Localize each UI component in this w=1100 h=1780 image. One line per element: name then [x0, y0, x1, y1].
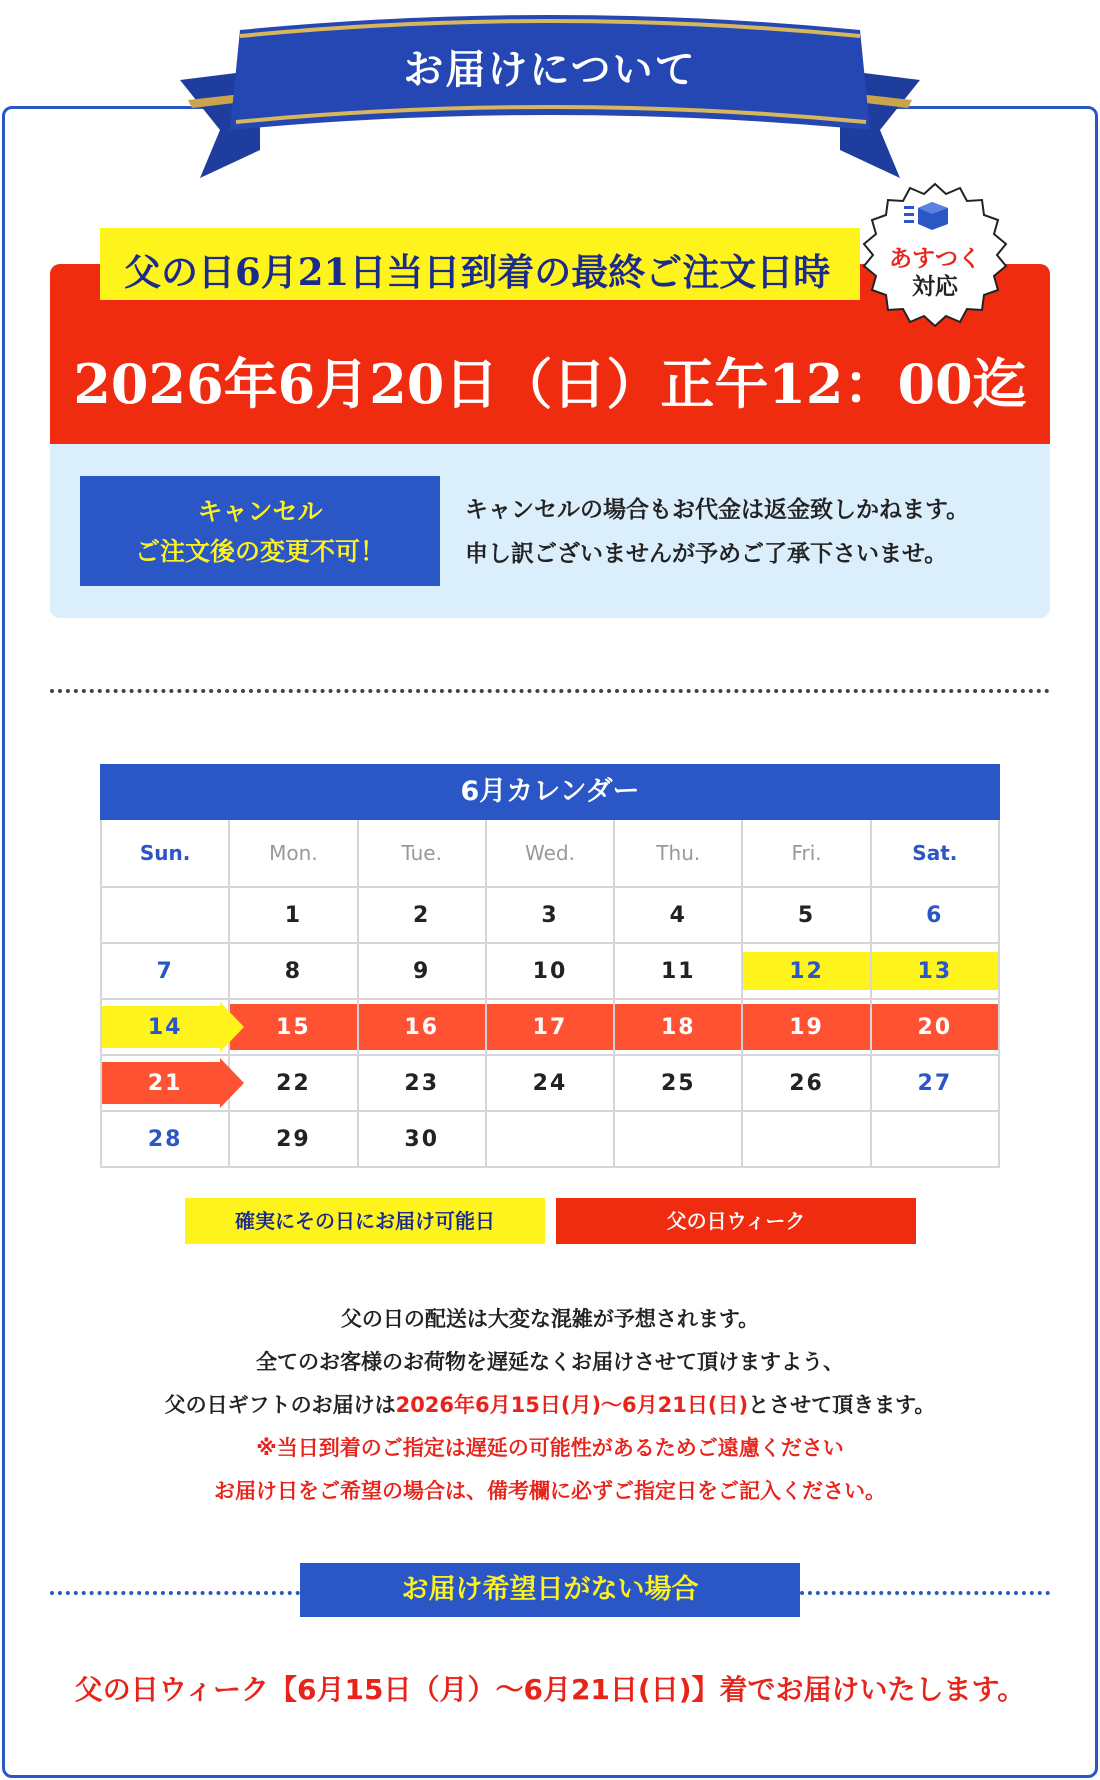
- calendar-day: [872, 1056, 1000, 1110]
- day-number: 24: [532, 1070, 568, 1096]
- day-number: 17: [532, 1014, 568, 1040]
- calendar-week-row: [102, 1112, 1000, 1168]
- day-number: 8: [284, 958, 303, 984]
- calendar-day: [743, 1000, 871, 1054]
- calendar-empty-cell: [872, 1112, 1000, 1166]
- no-date-message: 父の日ウィーク【6月15日（月）～6月21日(日)】着でお届けいたします。: [74, 1673, 1026, 1706]
- weekday-label: Tue.: [359, 820, 487, 886]
- cancel-notice-box: [80, 476, 440, 586]
- day-number: 10: [532, 958, 568, 984]
- day-number: 19: [789, 1014, 824, 1040]
- calendar-day: [872, 888, 1000, 942]
- day-number: 3: [541, 902, 559, 928]
- legend-fathers-day-week: 父の日ウィーク: [556, 1198, 916, 1244]
- cancel-panel: [50, 444, 1050, 618]
- note-line3-pre: 父の日ギフトのお届けは: [164, 1393, 396, 1417]
- day-number: 30: [404, 1126, 440, 1152]
- day-number: 26: [789, 1070, 824, 1096]
- calendar-day: [359, 888, 487, 942]
- weekday-header-row: [102, 820, 1000, 888]
- calendar-day: [487, 888, 615, 942]
- calendar-day: [359, 944, 487, 998]
- note-line5: お届け日をご希望の場合は、備考欄に必ずご指定日をご記入ください。: [214, 1479, 886, 1503]
- day-number: 2: [413, 902, 431, 928]
- calendar-day: [743, 888, 871, 942]
- calendar-grid: [100, 820, 1000, 1168]
- calendar-day: [230, 1056, 358, 1110]
- weekday-label: Wed.: [487, 820, 615, 886]
- calendar-empty-cell: [102, 888, 230, 942]
- day-number: 21: [147, 1070, 183, 1096]
- calendar-week-row: [102, 1056, 1000, 1112]
- weekday-label: Thu.: [615, 820, 743, 886]
- june-calendar: [100, 764, 1000, 1168]
- day-number: 22: [276, 1070, 311, 1096]
- calendar-day: [743, 1056, 871, 1110]
- calendar-title: 6月カレンダー: [100, 764, 1000, 820]
- cancel-text-line2: 申し訳ございませんが予めご了承下さいませ。: [465, 541, 948, 567]
- day-number: 4: [669, 902, 687, 928]
- deadline-datetime: 2026年6月20日（日）正午12：00迄: [73, 352, 1027, 416]
- calendar-day: [102, 1056, 230, 1110]
- calendar-day: [872, 944, 1000, 998]
- calendar-day: [102, 944, 230, 998]
- section-title: お届けについて: [403, 46, 697, 93]
- weekday-label: Fri.: [743, 820, 871, 886]
- cancel-box-line2: ご注文後の変更不可！: [134, 537, 385, 566]
- badge-label-asutsuku: あすつく: [889, 246, 981, 272]
- calendar-day: [230, 1000, 358, 1054]
- calendar-empty-cell: [487, 1112, 615, 1166]
- day-number: 29: [276, 1126, 311, 1152]
- day-number: 15: [276, 1014, 311, 1040]
- note-line3-period: 2026年6月15日(月)～6月21日(日): [395, 1393, 749, 1417]
- calendar-day: [615, 1056, 743, 1110]
- calendar-day: [487, 944, 615, 998]
- no-date-heading: お届け希望日がない場合: [300, 1563, 800, 1617]
- calendar-day: [230, 888, 358, 942]
- divider-right: [800, 1591, 1050, 1595]
- calendar-day: [615, 1000, 743, 1054]
- note-line1: 父の日の配送は大変な混雑が予想されます。: [340, 1307, 760, 1331]
- divider-left: [50, 1591, 300, 1595]
- note-line3: [50, 1384, 1050, 1427]
- calendar-day: [743, 944, 871, 998]
- day-number: 5: [797, 902, 816, 928]
- ribbon-graphic: [180, 0, 920, 190]
- day-number: 1: [284, 902, 303, 928]
- day-number: 16: [404, 1014, 440, 1040]
- calendar-day: [615, 944, 743, 998]
- calendar-week-row: [102, 944, 1000, 1000]
- calendar-day: [102, 1000, 230, 1054]
- calendar-empty-cell: [743, 1112, 871, 1166]
- cancel-text-line1: キャンセルの場合もお代金は返金致しかねます。: [465, 497, 970, 523]
- calendar-day: [230, 1112, 358, 1166]
- legend-guaranteed-days: 確実にその日にお届け可能日: [185, 1198, 545, 1244]
- cancel-description: [465, 488, 1045, 576]
- day-number: 23: [404, 1070, 440, 1096]
- delivery-notes: [50, 1298, 1050, 1513]
- ribbon-banner: [180, 0, 920, 190]
- calendar-day: [872, 1000, 1000, 1054]
- cancel-box-line1: キャンセル: [197, 497, 323, 526]
- day-number: 12: [789, 958, 824, 984]
- calendar-day: [487, 1000, 615, 1054]
- weekday-label: Sun.: [102, 820, 230, 886]
- day-number: 25: [660, 1070, 696, 1096]
- day-number: 7: [156, 958, 174, 984]
- calendar-day: [615, 888, 743, 942]
- note-line4: ※当日到着のご指定は遅延の可能性があるためご遠慮ください: [256, 1436, 844, 1460]
- note-line3-post: とさせて頂きます。: [748, 1393, 936, 1417]
- weekday-label: Mon.: [230, 820, 358, 886]
- day-number: 27: [917, 1070, 953, 1096]
- badge-label-taiou: 対応: [912, 274, 958, 300]
- calendar-day: [359, 1000, 487, 1054]
- asutsuku-badge: [860, 180, 1010, 330]
- note-line2: 全てのお客様のお荷物を遅延なくお届けさせて頂けますよう、: [256, 1350, 844, 1374]
- deadline-label-box: [100, 228, 860, 300]
- day-number: 14: [147, 1014, 183, 1040]
- day-number: 11: [660, 958, 696, 984]
- day-number: 28: [147, 1126, 183, 1152]
- calendar-week-row: [102, 1000, 1000, 1056]
- calendar-day: [487, 1056, 615, 1110]
- day-number: 20: [917, 1014, 953, 1040]
- day-number: 9: [413, 958, 431, 984]
- deadline-label: 父の日6月21日当日到着の最終ご注文日時: [124, 250, 831, 294]
- calendar-day: [359, 1056, 487, 1110]
- weekday-label: Sat.: [872, 820, 1000, 886]
- calendar-day: [230, 944, 358, 998]
- calendar-day: [359, 1112, 487, 1166]
- calendar-day: [102, 1112, 230, 1166]
- divider: [50, 689, 1050, 693]
- day-number: 6: [926, 902, 944, 928]
- day-number: 13: [917, 958, 953, 984]
- calendar-empty-cell: [615, 1112, 743, 1166]
- calendar-week-row: [102, 888, 1000, 944]
- day-number: 18: [660, 1014, 696, 1040]
